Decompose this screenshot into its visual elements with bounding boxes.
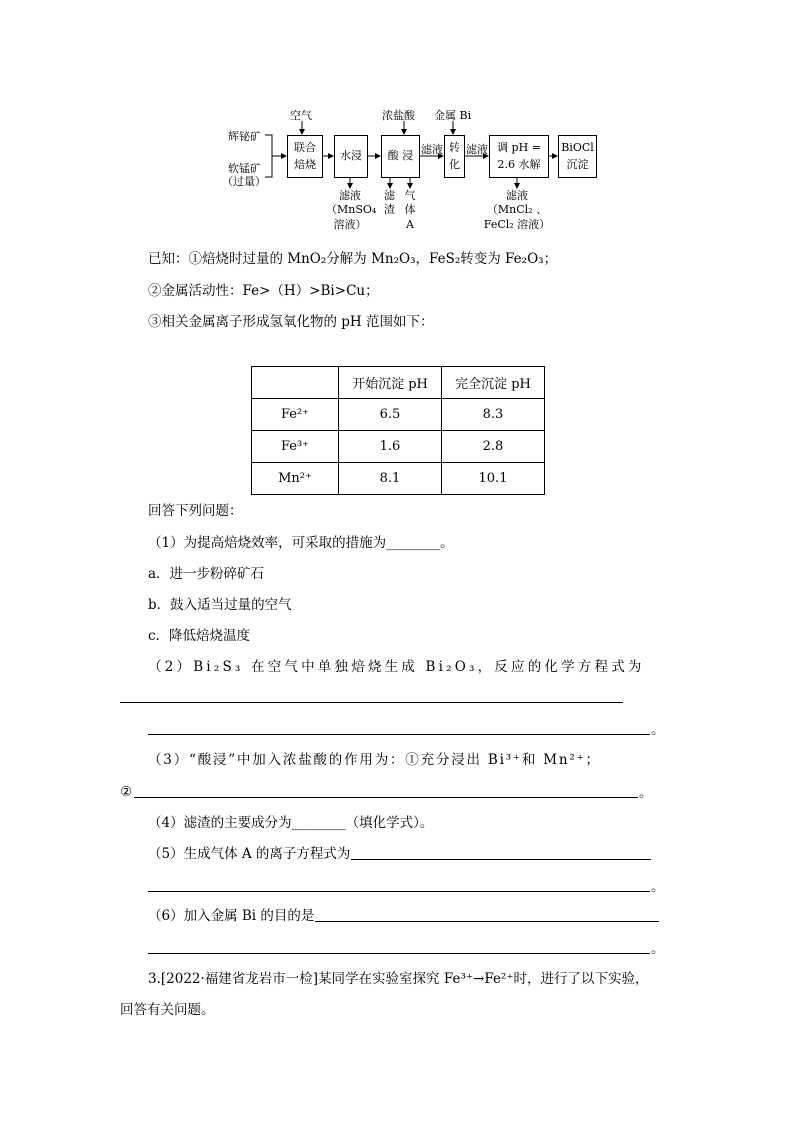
raw-material-1: 辉铋矿: [228, 130, 261, 143]
ph-out-l2: （MnCl₂ 、: [486, 203, 548, 217]
table-cell: 6.5: [339, 399, 442, 431]
water-output: [326, 189, 377, 232]
known-3: ③相关金属离子形成氢氧化物的 pH 范围如下：: [148, 314, 434, 330]
ph-out-l1: 滤液: [506, 189, 528, 202]
table-cell: 1.6: [339, 431, 442, 463]
table-cell-ion: Fe²⁺: [252, 399, 339, 431]
question-3-part-2: ②: [120, 784, 133, 800]
residue-l2: 渣: [384, 203, 395, 217]
known-1: 已知：①焙烧时过量的 MnO₂分解为 Mn₂O₃，FeS₂转变为 Fe₂O₃；: [148, 251, 558, 267]
table-header: 开始沉淀 pH: [339, 367, 442, 399]
questions-intro: 回答下列问题：: [148, 503, 243, 519]
period-mark: 。: [651, 941, 665, 957]
ph-out-l3: FeCl₂ 溶液）: [483, 217, 551, 231]
water-leach-label: 水浸: [340, 149, 362, 163]
ph-l2: 2.6 水解: [497, 157, 541, 171]
product-l1: BiOCl: [561, 141, 594, 154]
answer-line: [148, 953, 650, 954]
table-row: [252, 399, 545, 431]
question-3: （3）“酸浸”中加入浓盐酸的作用为：①充分浸出 Bi³⁺和 Mn²⁺；: [148, 752, 601, 768]
input-acid: 浓盐酸: [382, 109, 415, 122]
convert-l1: 转: [449, 141, 460, 154]
residue-l1: 滤: [384, 189, 395, 202]
gas-l2: 体: [404, 203, 416, 217]
ph-table: [251, 366, 545, 495]
table-cell: 10.1: [442, 463, 545, 495]
question-4: （4）滤渣的主要成分为________（填化学式）。: [148, 815, 434, 831]
raw-material-note: （过量）: [222, 175, 266, 188]
gas-l1: 气: [404, 189, 416, 202]
water-out-l1: 滤液: [339, 189, 361, 202]
table-row: [252, 431, 545, 463]
question-1: （1）为提高焙烧效率，可采取的措施为________。: [148, 535, 454, 551]
raw-material-2: 软锰矿: [228, 162, 261, 175]
table-cell: 8.1: [339, 463, 442, 495]
input-air: 空气: [290, 109, 312, 122]
table-cell-ion: Mn²⁺: [252, 463, 339, 495]
question-1-option-a: a．进一步粉碎矿石: [148, 566, 265, 582]
known-2: ②金属活动性：Fe>（H）>Bi>Cu；: [148, 283, 379, 299]
answer-line: [351, 859, 651, 860]
box-product: [558, 135, 597, 178]
question-6: （6）加入金属 Bi 的目的是: [148, 908, 315, 924]
table-cell-ion: Fe³⁺: [252, 431, 339, 463]
question-5: （5）生成气体 A 的离子方程式为: [148, 846, 351, 862]
answer-line: [148, 734, 650, 735]
answer-line: [315, 921, 659, 922]
period-mark: 。: [651, 722, 665, 738]
table-header: 完全沉淀 pH: [442, 367, 545, 399]
question-1-option-c: c．降低焙烧温度: [148, 628, 251, 644]
gas-output: [404, 189, 416, 232]
question-2: （2）Bi₂S₃ 在空气中单独焙烧生成 Bi₂O₃，反应的化学方程式为: [148, 659, 645, 675]
box-ph-adjust: [489, 135, 549, 178]
water-out-l3: 溶液）: [333, 217, 367, 231]
answer-line: [134, 797, 638, 798]
gas-l3: A: [406, 217, 414, 231]
roast-l1: 联合: [294, 141, 316, 154]
box-water-leach: [334, 135, 368, 178]
period-mark: 。: [651, 879, 665, 895]
box-convert: [444, 135, 465, 178]
input-metal: 金属 Bi: [434, 109, 472, 122]
ph-output: [478, 189, 556, 232]
answer-line: [120, 702, 623, 703]
question-7-line-2: 回答有关问题。: [120, 1002, 215, 1018]
box-acid-leach: [381, 135, 420, 178]
product-l2: 沉淀: [566, 157, 589, 171]
table-cell: 2.8: [442, 431, 545, 463]
residue-output: [384, 189, 395, 218]
filtrate-label-2: 滤液: [466, 143, 488, 156]
water-out-l2: （MnSO₄: [326, 203, 377, 217]
filtrate-label-1: 滤液: [421, 143, 443, 156]
period-mark: 。: [639, 785, 653, 801]
acid-leach-label: 酸 浸: [387, 149, 414, 163]
box-roast: [287, 135, 323, 178]
table-cell: 8.3: [442, 399, 545, 431]
question-1-option-b: b．鼓入适当过量的空气: [148, 597, 292, 613]
table-header: [252, 367, 339, 399]
answer-line: [148, 891, 650, 892]
table-row: [252, 463, 545, 495]
roast-l2: 焙烧: [294, 157, 316, 171]
question-7-line-1: 3.[2022·福建省龙岩市一检]某同学在实验室探究 Fe³⁺→Fe²⁺时，进行了以下实验，: [148, 971, 649, 987]
convert-l2: 化: [449, 157, 460, 171]
ph-l1: 调 pH =: [497, 141, 541, 154]
table-header-row: [252, 367, 545, 399]
